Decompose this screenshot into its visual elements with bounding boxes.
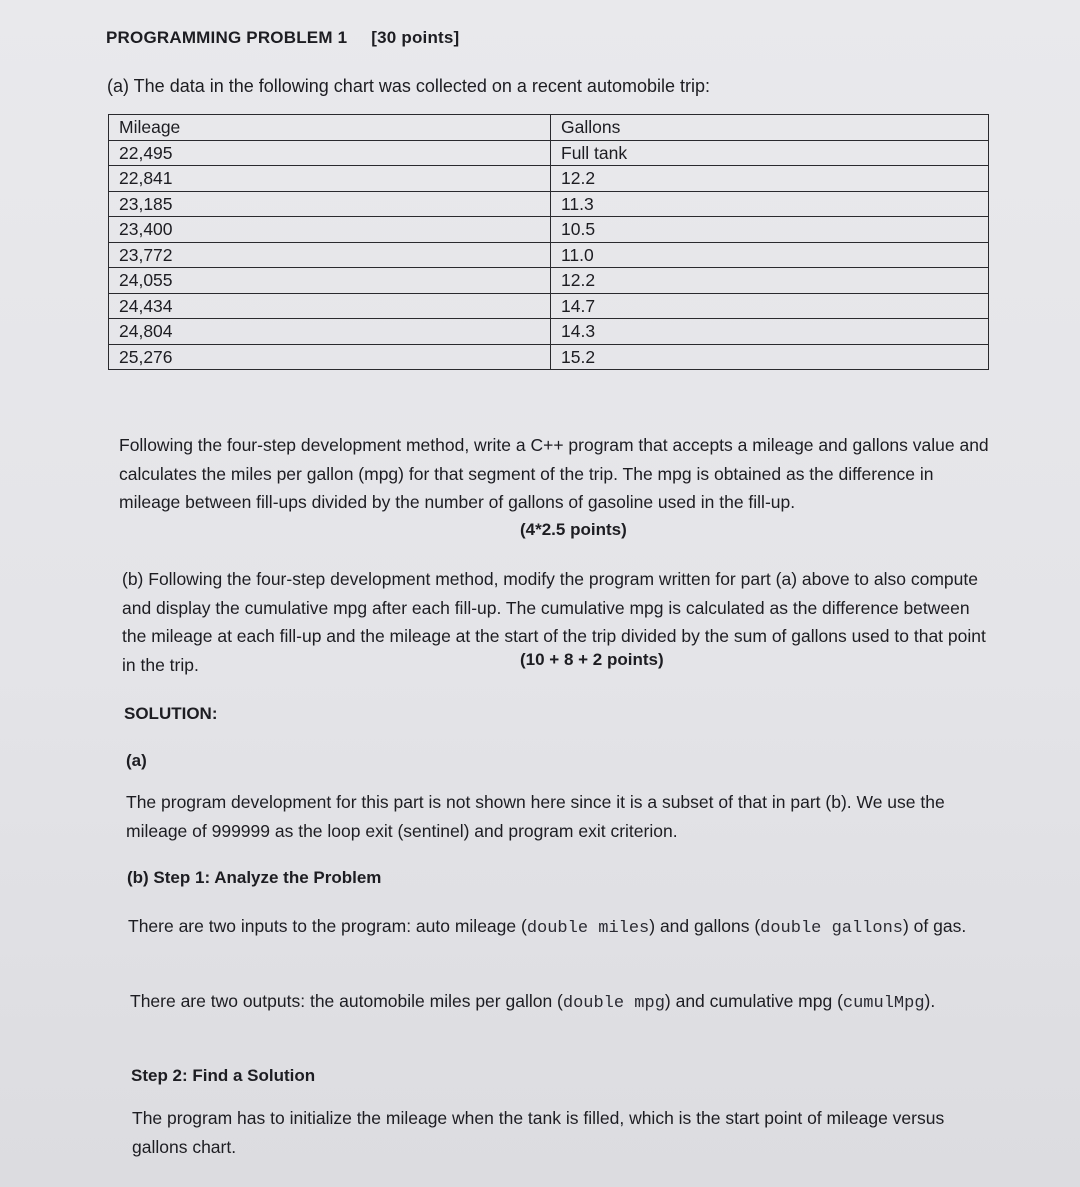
- gallons-cell: 10.5: [551, 217, 989, 243]
- inputs-code-miles: double miles: [526, 919, 650, 938]
- inputs-text-1: There are two inputs to the program: auto mileage (: [128, 916, 527, 936]
- problem-title-text: PROGRAMMING PROBLEM 1: [106, 28, 348, 47]
- gallons-cell: 15.2: [551, 344, 989, 370]
- table-row: [109, 344, 989, 370]
- mileage-cell: 22,495: [109, 140, 551, 166]
- inputs-code-gallons: double gallons: [760, 919, 903, 938]
- inputs-text-2: ) and gallons (: [649, 916, 761, 936]
- table-header-row: [109, 115, 989, 141]
- outputs-paragraph: [130, 985, 990, 1020]
- gallons-cell: Full tank: [551, 140, 989, 166]
- gallons-cell: 12.2: [551, 166, 989, 192]
- outputs-text-1: There are two outputs: the automobile miles per gallon (: [130, 991, 563, 1011]
- table-row: [109, 319, 989, 345]
- inputs-paragraph: [128, 910, 988, 945]
- table-row: [109, 140, 989, 166]
- part-b-description: (b) Following the four-step development method, modify the program written for part (a) above to also compute and display the cumulative mpg after each fill-up. The cumulative mpg is calculated as the difference between the mileage at each fill-up and the mileage at the start of the trip divided by the sum of gallons used to that point in the trip.: [122, 569, 986, 675]
- step1-heading: (b) Step 1: Analyze the Problem: [127, 868, 382, 887]
- mileage-cell: 23,400: [109, 217, 551, 243]
- table-row: [109, 242, 989, 268]
- part-a-points: (4*2.5 points): [520, 520, 627, 539]
- table-row: [109, 191, 989, 217]
- mileage-cell: 24,055: [109, 268, 551, 294]
- header-mileage: Mileage: [109, 115, 551, 141]
- mileage-cell: 24,434: [109, 293, 551, 319]
- trip-data-table: [108, 114, 989, 370]
- outputs-text-3: ).: [924, 991, 936, 1011]
- table-row: [109, 217, 989, 243]
- outputs-code-cumulmpg: cumulMpg: [842, 994, 925, 1013]
- header-gallons: Gallons: [551, 115, 989, 141]
- table-row: [109, 268, 989, 294]
- step2-text: The program has to initialize the mileage when the tank is filled, which is the start point of mileage versus gallons chart.: [132, 1108, 945, 1157]
- part-a-description: Following the four-step development method, write a C++ program that accepts a mileage and gallons value and calculates the miles per gallon (mpg) for that segment of the trip. The mpg is obtained as the difference in mileage between fill-ups divided by the number of gallons of gasoline used in the fill-up.: [119, 435, 989, 512]
- table-row: [109, 166, 989, 192]
- mileage-cell: 23,185: [109, 191, 551, 217]
- inputs-text-3: ) of gas.: [902, 916, 967, 936]
- problem-title: [106, 28, 459, 48]
- table-row: [109, 293, 989, 319]
- intro-text: (a) The data in the following chart was collected on a recent automobile trip:: [107, 76, 710, 96]
- mileage-cell: 24,804: [109, 319, 551, 345]
- problem-points: [30 points]: [371, 28, 460, 47]
- part-b-points: (10 + 8 + 2 points): [520, 650, 664, 669]
- gallons-cell: 11.0: [551, 242, 989, 268]
- mileage-cell: 22,841: [109, 166, 551, 192]
- solution-part-a-text: The program development for this part is not shown here since it is a subset of that in part (b). We use the mileage of 999999 as the loop exit (sentinel) and program exit criterion.: [126, 792, 945, 841]
- outputs-code-mpg: double mpg: [562, 994, 665, 1013]
- gallons-cell: 14.7: [551, 293, 989, 319]
- gallons-cell: 12.2: [551, 268, 989, 294]
- solution-part-a-label: (a): [126, 751, 147, 770]
- gallons-cell: 14.3: [551, 319, 989, 345]
- outputs-text-2: ) and cumulative mpg (: [664, 991, 843, 1011]
- mileage-cell: 25,276: [109, 344, 551, 370]
- mileage-cell: 23,772: [109, 242, 551, 268]
- gallons-cell: 11.3: [551, 191, 989, 217]
- solution-heading: SOLUTION:: [124, 704, 218, 723]
- step2-heading: Step 2: Find a Solution: [131, 1066, 316, 1085]
